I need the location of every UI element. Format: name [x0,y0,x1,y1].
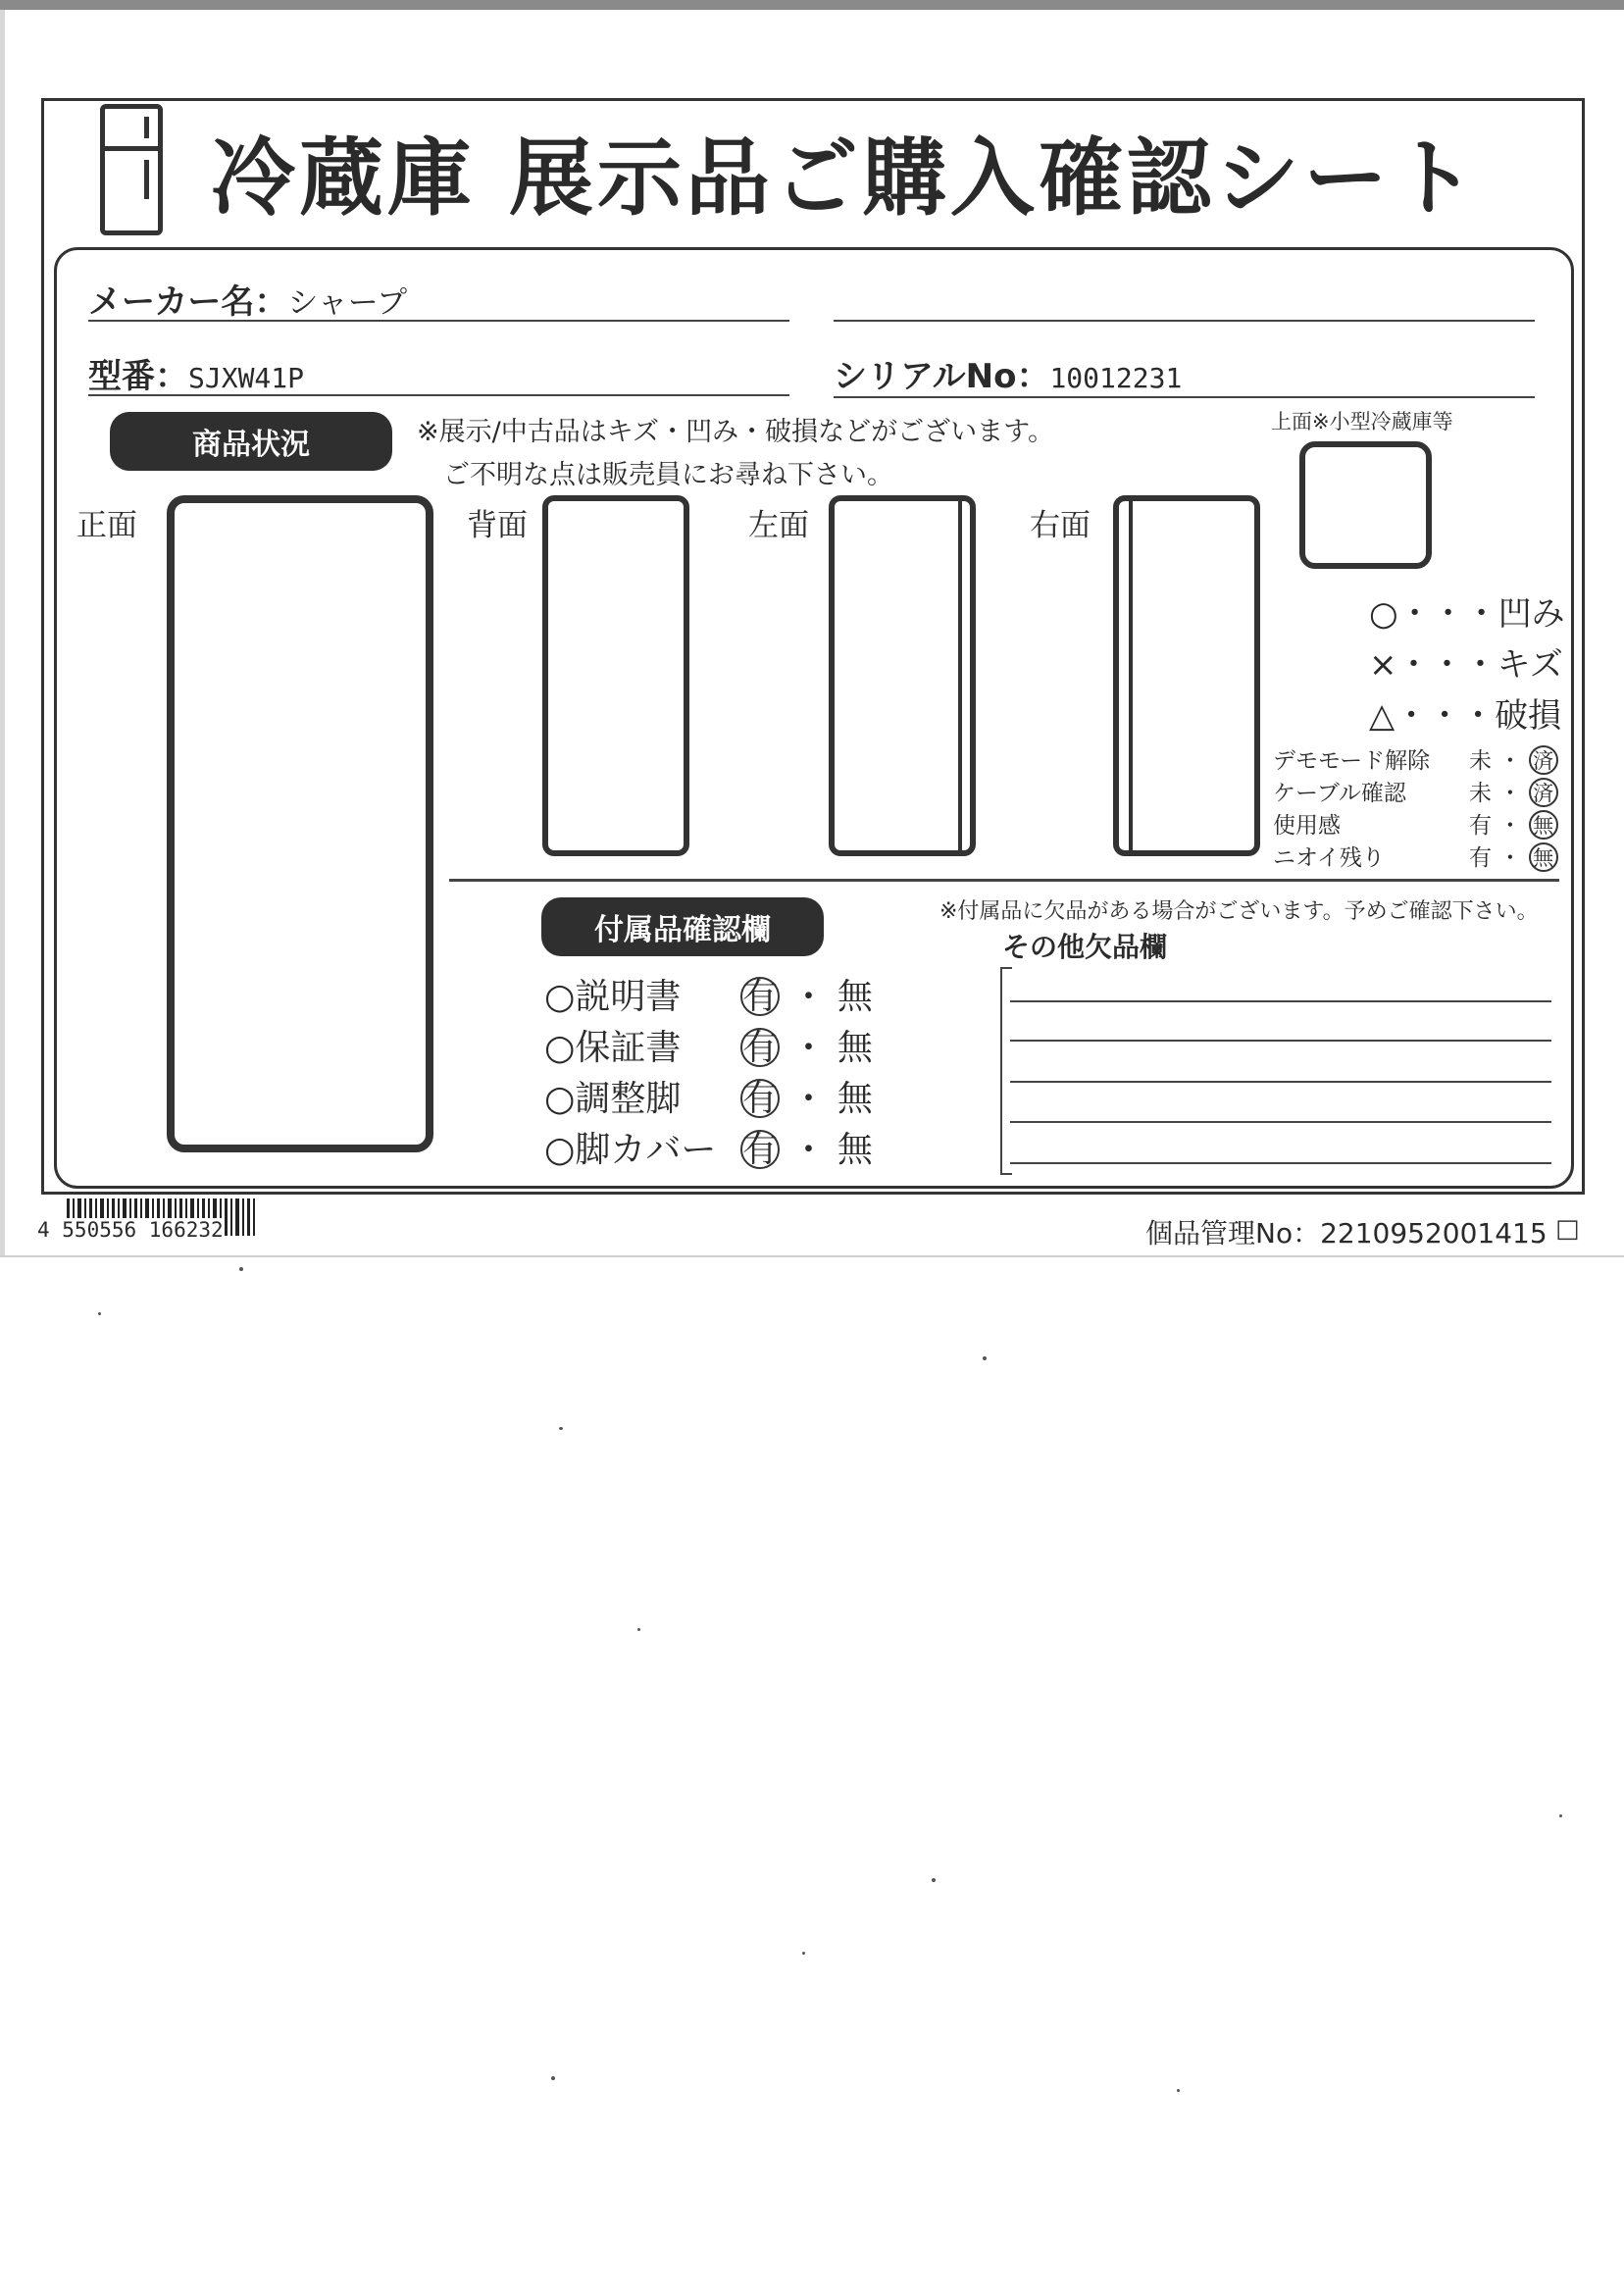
status-odor: ニオイ残り [1273,845,1385,871]
accessory-manual-options[interactable]: 有 ・ 無 [742,977,873,1017]
serial-label: シリアルNo： [834,357,1050,396]
legend-circle-symbol: ○ [1369,594,1398,634]
back-label: 背面 [467,508,528,543]
missing-heading: その他欠品欄 [1002,931,1168,963]
model-underline [88,394,789,396]
serial-field [834,349,1182,397]
front-diagram[interactable] [167,495,433,1152]
top-label: 上面※小型冷蔵庫等 [1271,410,1453,433]
scan-speck [559,1427,563,1430]
scan-speck [637,1628,640,1631]
maker-label: メーカー名： [88,282,288,322]
maker-underline [88,320,789,322]
status-cable: ケーブル確認 [1273,781,1406,806]
missing-bracket [1000,967,1012,1175]
accessories-note: ※付属品に欠品がある場合がございます。予めご確認下さい。 [939,899,1539,924]
accessory-warranty: ○保証書 有 ・ 無 [544,1020,681,1070]
maker-value: シャープ [287,285,408,321]
legend-triangle-symbol: △ [1369,696,1396,736]
model-value: SJXW41P [188,362,305,394]
scan-speck [983,1356,987,1360]
circled-option: 無 [1529,842,1558,872]
status-odor-options[interactable]: 有 ・ 無 [1469,840,1558,872]
section-divider [449,879,1559,882]
accessory-adjuster-feet-options[interactable]: 有 ・ 無 [742,1079,873,1119]
left-label: 左面 [748,508,809,543]
scan-top-edge [0,0,1624,10]
front-label: 正面 [76,508,137,543]
missing-line[interactable] [1010,1121,1551,1123]
footer-checkbox-text: □ [1555,1214,1580,1244]
left-diagram[interactable] [829,495,976,856]
accessory-foot-cover-options[interactable]: 有 ・ 無 [742,1130,873,1170]
condition-note-2: ご不明な点は販売員にお尋ね下さい。 [443,460,893,490]
circled-option: 無 [1529,810,1558,840]
model-label: 型番： [88,357,188,396]
legend-damage: △・・・破損 [1369,696,1562,736]
condition-badge: 商品状況 [110,412,392,471]
right-label: 右面 [1030,508,1091,543]
serial-underline [834,396,1535,398]
right-diagram[interactable] [1113,495,1260,856]
status-demo-mode-options[interactable]: 未 ・ 済 [1469,742,1558,775]
legend-cross-symbol: × [1369,645,1397,685]
fridge-icon [100,104,163,235]
status-usage: 使用感 [1273,813,1341,839]
circled-option: 有 [742,1079,779,1119]
scan-speck [551,2076,555,2080]
status-demo-mode: デモモード解除 [1273,748,1431,774]
top-diagram[interactable] [1299,441,1432,569]
circled-option: 有 [742,1130,779,1170]
management-number: 個品管理No：2210952001415 [1145,1217,1548,1249]
scan-page-break [0,1255,1624,1257]
circled-option: 有 [742,1028,779,1068]
scan-speck [802,1952,805,1955]
status-usage-options[interactable]: 有 ・ 無 [1469,807,1558,840]
blank-underline [834,320,1535,322]
model-field [88,349,304,397]
maker-field [88,275,407,323]
serial-value: 10012231 [1049,362,1183,394]
legend-scratch: ×・・・キズ [1369,645,1563,685]
scan-speck [98,1312,101,1315]
status-cable-options[interactable]: 未 ・ 済 [1469,775,1558,807]
circled-option: 済 [1529,778,1558,807]
accessory-foot-cover: ○脚カバー 有 ・ 無 [544,1122,716,1172]
scan-speck [239,1267,243,1271]
scan-speck [932,1878,936,1882]
accessory-warranty-options[interactable]: 有 ・ 無 [742,1028,873,1068]
scan-left-edge [0,10,5,1255]
missing-line[interactable] [1010,1040,1551,1042]
accessories-badge: 付属品確認欄 [541,897,824,956]
circled-option: 有 [742,977,779,1017]
circled-option: 済 [1529,745,1558,775]
accessory-manual: ○説明書 有 ・ 無 [544,969,681,1019]
accessory-adjuster-feet: ○調整脚 有 ・ 無 [544,1071,681,1121]
missing-line[interactable] [1010,1081,1551,1083]
missing-line[interactable] [1010,1162,1551,1164]
barcode-number: 4 550556 166232 [37,1218,224,1242]
scan-speck [1559,1814,1562,1817]
sheet-title: 冷蔵庫 展示品ご購入確認シート [211,129,1480,228]
legend-dent: ○・・・凹み [1369,594,1565,634]
missing-line[interactable] [1010,1000,1551,1002]
condition-note-1: ※展示/中古品はキズ・凹み・破損などがございます。 [417,417,1055,447]
scan-speck [1177,2089,1180,2092]
back-diagram[interactable] [542,495,689,856]
